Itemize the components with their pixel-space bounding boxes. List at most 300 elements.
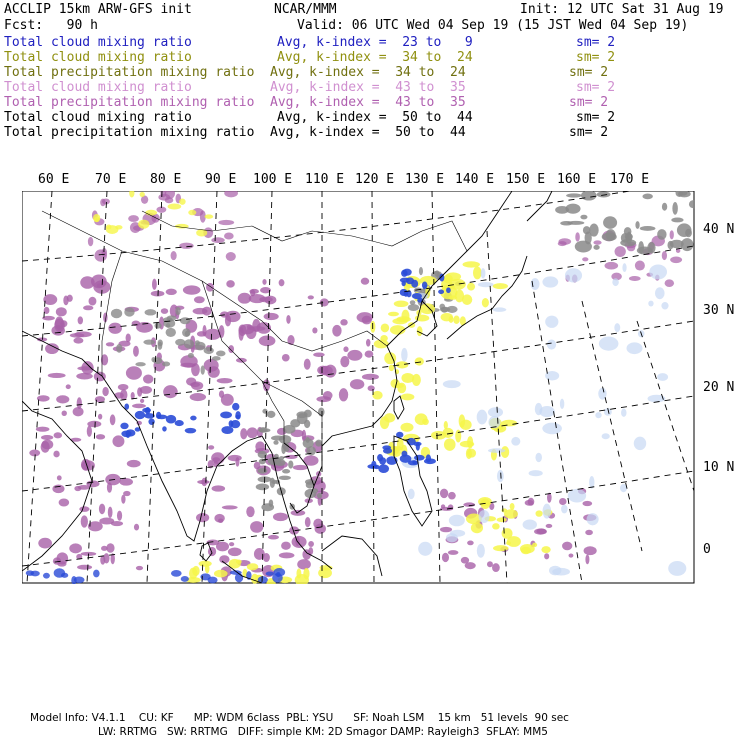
cloud-patch — [585, 554, 589, 564]
cloud-patch — [121, 495, 125, 504]
cloud-patch — [444, 421, 448, 429]
cloud-patch — [402, 451, 408, 457]
lon-label: 70 E — [95, 172, 127, 187]
cloud-patch — [224, 232, 234, 239]
cloud-patch — [372, 391, 382, 400]
cloud-patch — [190, 416, 196, 421]
cloud-patch — [426, 454, 431, 462]
cloud-patch — [323, 391, 333, 400]
cloud-patch — [218, 220, 234, 225]
model-info-line1: Model Info: V4.1.1 CU: KF MP: WDM 6class PBL: YSU SF: Noah LSM 15 km 51 levels 90 sec — [30, 712, 569, 724]
cloud-patch — [438, 290, 444, 295]
cloud-patch — [59, 498, 70, 506]
cloud-patch — [465, 562, 476, 569]
cloud-patch — [568, 489, 586, 503]
cloud-patch — [154, 323, 161, 329]
cloud-patch — [188, 353, 194, 358]
cloud-patch — [304, 420, 310, 428]
cloud-patch — [42, 439, 54, 449]
cloud-patch — [99, 518, 114, 525]
cloud-patch — [137, 387, 142, 396]
cloud-patch — [132, 404, 146, 409]
cloud-patch — [148, 418, 154, 425]
cloud-patch — [593, 245, 599, 250]
cloud-patch — [239, 327, 244, 341]
cloud-patch — [162, 426, 167, 431]
legend-field-name: Total precipitation mixing ratio — [4, 95, 255, 110]
cloud-patch — [166, 289, 177, 295]
cloud-patch — [343, 346, 348, 352]
cloud-patch — [637, 246, 653, 254]
cloud-patch — [467, 283, 475, 291]
cloud-patch — [304, 359, 311, 370]
cloud-patch — [87, 426, 92, 437]
cloud-patch — [441, 313, 453, 322]
cloud-patch — [276, 572, 281, 577]
cloud-patch — [622, 263, 626, 272]
legend-k-index: Avg, k-index = 23 to 9 — [277, 35, 473, 50]
cloud-patch — [605, 262, 619, 270]
cloud-patch — [99, 504, 105, 515]
cloud-patch — [152, 279, 157, 290]
cloud-patch — [83, 305, 93, 310]
cloud-patch — [444, 438, 456, 450]
cloud-patch — [565, 268, 582, 282]
cloud-patch — [477, 544, 485, 558]
cloud-patch — [199, 561, 212, 567]
cloud-patch — [381, 323, 389, 332]
cloud-patch — [401, 348, 407, 362]
cloud-patch — [657, 229, 666, 240]
cloud-patch — [414, 455, 425, 461]
cloud-patch — [114, 392, 124, 398]
cloud-patch — [106, 342, 114, 346]
cloud-patch — [539, 406, 554, 417]
cloud-patch — [226, 252, 236, 261]
forecast-hour: Fcst: 90 h — [4, 18, 98, 33]
cloud-patch — [350, 379, 364, 389]
cloud-patch — [119, 478, 133, 486]
cloud-patch — [135, 411, 145, 419]
cloud-patch — [213, 461, 218, 467]
cloud-patch — [259, 336, 276, 347]
cloud-patch — [284, 448, 290, 452]
cloud-patch — [281, 542, 291, 550]
cloud-patch — [263, 553, 270, 562]
cloud-patch — [145, 309, 157, 315]
cloud-patch — [400, 423, 413, 432]
cloud-patch — [502, 528, 513, 539]
cloud-patch — [614, 323, 620, 332]
cloud-patch — [665, 279, 674, 287]
cloud-patch — [127, 460, 141, 468]
cloud-patch — [473, 266, 482, 279]
cloud-patch — [163, 385, 178, 398]
legend-k-index: Avg, k-index = 50 to 44 — [277, 110, 473, 125]
cloud-patch — [126, 366, 142, 379]
cloud-patch — [400, 289, 408, 296]
init-time: Init: 12 UTC Sat 31 Aug 19 — [520, 2, 724, 17]
valid-time: Valid: 06 UTC Wed 04 Sep 19 (15 JST Wed 04 Sep 19) — [297, 18, 689, 33]
cloud-patch — [232, 403, 239, 411]
cloud-patch — [545, 316, 558, 328]
legend-smoothing: sm= 2 — [569, 95, 609, 110]
cloud-patch — [89, 297, 97, 306]
cloud-patch — [587, 513, 599, 525]
legend-smoothing: sm= 2 — [569, 125, 609, 140]
cloud-patch — [332, 325, 341, 337]
model-info-line2: LW: RRTMG SW: RRTMG DIFF: simple KM: 2D Smagor DAMP: Rayleigh3 SFLAY: MM5 — [98, 726, 548, 738]
cloud-patch — [306, 437, 310, 443]
cloud-patch — [520, 544, 535, 553]
cloud-patch — [506, 541, 511, 545]
legend-field-name: Total precipitation mixing ratio — [4, 65, 255, 80]
cloud-patch — [672, 202, 678, 215]
cloud-patch — [308, 541, 314, 547]
cloud-patch — [412, 293, 422, 299]
cloud-patch — [510, 503, 515, 510]
cloud-patch — [536, 510, 543, 516]
cloud-patch — [128, 215, 139, 222]
cloud-patch — [228, 455, 242, 461]
cloud-patch — [166, 415, 176, 424]
cloud-patch — [171, 570, 182, 577]
cloud-patch — [247, 563, 258, 570]
cloud-patch — [140, 399, 144, 403]
cloud-patch — [166, 328, 176, 337]
cloud-patch — [256, 483, 269, 490]
cloud-patch — [542, 423, 562, 435]
cloud-patch — [320, 298, 329, 306]
cloud-patch — [273, 513, 288, 522]
cloud-patch — [670, 257, 682, 264]
cloud-patch — [282, 354, 290, 362]
cloud-patch — [585, 530, 593, 535]
cloud-patch — [190, 382, 200, 387]
cloud-patch — [467, 449, 476, 458]
cloud-patch — [73, 337, 83, 343]
cloud-patch — [642, 194, 652, 200]
cloud-patch — [66, 384, 71, 389]
cloud-patch — [453, 316, 460, 324]
cloud-patch — [455, 430, 461, 443]
cloud-patch — [634, 437, 646, 451]
cloud-patch — [529, 470, 543, 476]
cloud-patch — [287, 335, 294, 345]
cloud-patch — [657, 373, 668, 381]
cloud-patch — [662, 251, 667, 260]
cloud-patch — [279, 552, 295, 558]
cloud-patch — [188, 210, 196, 216]
cloud-patch — [201, 365, 205, 374]
cloud-patch — [668, 561, 686, 576]
cloud-patch — [57, 561, 66, 566]
map-panel — [22, 191, 695, 584]
cloud-patch — [293, 465, 308, 470]
cloud-patch — [317, 493, 322, 498]
cloud-patch — [543, 504, 552, 519]
model-title: ACCLIP 15km ARW-GFS init — [4, 2, 192, 17]
cloud-patch — [53, 451, 59, 458]
cloud-patch — [100, 555, 105, 564]
cloud-patch — [546, 524, 553, 528]
cloud-patch — [612, 278, 619, 286]
cloud-patch — [685, 229, 692, 238]
cloud-patch — [492, 563, 500, 572]
legend-field-name: Total cloud mixing ratio — [4, 110, 192, 125]
cloud-patch — [394, 301, 409, 308]
cloud-patch — [135, 362, 145, 366]
cloud-patch — [185, 331, 190, 337]
cloud-patch — [378, 464, 389, 473]
lon-label: 100 E — [253, 172, 293, 187]
cloud-patch — [627, 342, 643, 354]
cloud-patch — [361, 278, 369, 285]
cloud-patch — [388, 312, 399, 317]
cloud-patch — [43, 573, 50, 579]
lon-label: 130 E — [405, 172, 445, 187]
legend-field-name: Total cloud mixing ratio — [4, 50, 192, 65]
legend-field-name: Total cloud mixing ratio — [4, 35, 192, 50]
cloud-patch — [56, 307, 67, 316]
cloud-patch — [98, 414, 102, 420]
cloud-patch — [55, 316, 64, 330]
cloud-patch — [156, 415, 167, 420]
cloud-patch — [212, 485, 226, 491]
cloud-patch — [175, 339, 185, 346]
cloud-patch — [162, 362, 170, 367]
cloud-patch — [52, 485, 64, 494]
cloud-patch — [559, 498, 567, 505]
cloud-patch — [413, 442, 421, 446]
cloud-patch — [377, 454, 383, 461]
cloud-patch — [315, 524, 326, 534]
cloud-patch — [408, 304, 419, 311]
cloud-patch — [88, 237, 93, 246]
lat-label: 30 N — [703, 303, 735, 318]
cloud-patch — [410, 300, 416, 305]
cloud-patch — [580, 215, 587, 220]
cloud-patch — [599, 337, 619, 351]
cloud-patch — [671, 218, 683, 223]
cloud-patch — [492, 523, 500, 529]
lon-label: 80 E — [150, 172, 182, 187]
cloud-patch — [208, 445, 214, 449]
cloud-patch — [422, 281, 428, 289]
cloud-patch — [366, 339, 370, 347]
cloud-patch — [111, 309, 122, 319]
cloud-patch — [222, 505, 238, 509]
cloud-patch — [296, 411, 307, 418]
cloud-patch — [205, 564, 210, 574]
cloud-patch — [136, 566, 143, 570]
cloud-patch — [218, 518, 223, 523]
cloud-patch — [392, 318, 407, 324]
cloud-patch — [286, 315, 290, 324]
cloud-patch — [255, 441, 265, 452]
cloud-patch — [48, 373, 66, 378]
cloud-patch — [102, 387, 108, 396]
cloud-patch — [584, 546, 597, 555]
cloud-patch — [220, 411, 232, 418]
cloud-patch — [463, 502, 475, 506]
cloud-patch — [493, 545, 509, 551]
cloud-patch — [582, 257, 588, 261]
cloud-patch — [397, 383, 406, 394]
lat-label: 10 N — [703, 460, 735, 475]
legend-smoothing: sm= 2 — [576, 110, 616, 125]
cloud-patch — [593, 240, 601, 244]
cloud-patch — [442, 553, 449, 562]
cloud-patch — [575, 232, 580, 241]
cloud-patch — [158, 339, 163, 346]
cloud-patch — [282, 469, 290, 473]
cloud-patch — [479, 510, 490, 523]
cloud-patch — [597, 192, 611, 198]
cloud-patch — [110, 414, 116, 425]
cloud-patch — [94, 249, 107, 261]
cloud-patch — [251, 574, 259, 584]
cloud-patch — [30, 571, 39, 577]
cloud-patch — [418, 542, 432, 556]
legend-k-index: Avg, k-index = 34 to 24 — [270, 65, 466, 80]
lon-label: 160 E — [557, 172, 597, 187]
cloud-patch — [497, 517, 507, 522]
cloud-patch — [481, 268, 486, 278]
cloud-patch — [193, 308, 208, 315]
cloud-patch — [205, 214, 214, 218]
cloud-patch — [415, 413, 428, 425]
cloud-patch — [536, 528, 546, 534]
cloud-patch — [315, 440, 322, 447]
cloud-patch — [635, 221, 639, 229]
cloud-patch — [511, 437, 520, 446]
cloud-patch — [606, 229, 616, 241]
cloud-patch — [448, 492, 456, 500]
cloud-patch — [445, 272, 461, 281]
cloud-patch — [383, 448, 392, 454]
cloud-patch — [181, 576, 189, 582]
cloud-patch — [635, 260, 645, 270]
cloud-patch — [288, 460, 293, 468]
cloud-patch — [183, 285, 201, 294]
cloud-patch — [93, 570, 100, 578]
cloud-patch — [595, 412, 601, 418]
cloud-patch — [365, 350, 374, 357]
cloud-patch — [558, 238, 571, 245]
cloud-patch — [101, 546, 108, 551]
lat-label: 40 N — [703, 222, 735, 237]
cloud-patch — [460, 420, 472, 430]
cloud-patch — [204, 347, 214, 354]
cloud-patch — [86, 480, 99, 487]
cloud-patch — [279, 476, 291, 480]
cloud-patch — [257, 468, 267, 474]
cloud-patch — [108, 323, 122, 334]
cloud-patch — [179, 243, 193, 249]
cloud-patch — [180, 317, 191, 324]
legend-smoothing: sm= 2 — [576, 50, 616, 65]
cloud-patch — [145, 407, 150, 414]
cloud-patch — [271, 436, 285, 441]
cloud-patch — [117, 511, 122, 521]
cloud-patch — [77, 397, 82, 409]
cloud-patch — [189, 568, 197, 579]
cloud-patch — [211, 237, 224, 243]
cloud-patch — [567, 221, 584, 225]
cloud-patch — [412, 374, 421, 386]
cloud-patch — [143, 375, 153, 384]
cloud-patch — [74, 486, 81, 491]
cloud-patch — [681, 238, 694, 251]
cloud-patch — [262, 279, 266, 285]
cloud-patch — [440, 507, 453, 511]
cloud-patch — [208, 547, 216, 556]
cloud-patch — [134, 524, 139, 531]
cloud-patch — [36, 427, 50, 432]
lat-label: 0 — [703, 542, 711, 557]
cloud-patch — [582, 501, 592, 506]
cloud-patch — [408, 489, 415, 499]
cloud-patch — [367, 464, 377, 469]
cloud-patch — [603, 216, 617, 229]
cloud-patch — [266, 571, 274, 575]
cloud-patch — [229, 420, 234, 427]
cloud-patch — [138, 220, 149, 229]
legend-smoothing: sm= 2 — [569, 65, 609, 80]
cloud-patch — [339, 388, 348, 401]
cloud-patch — [264, 313, 279, 320]
cloud-patch — [542, 276, 558, 287]
cloud-patch — [269, 499, 274, 506]
legend-k-index: Avg, k-index = 43 to 35 — [270, 95, 466, 110]
cloud-patch — [544, 553, 549, 559]
cloud-patch — [621, 409, 626, 417]
cloud-patch — [368, 385, 375, 391]
cloud-patch — [175, 420, 184, 426]
cloud-patch — [448, 550, 459, 555]
cloud-patch — [440, 307, 451, 312]
cloud-patch — [419, 267, 423, 275]
cloud-patch — [401, 394, 415, 401]
cloud-patch — [133, 346, 139, 357]
cloud-patch — [140, 192, 145, 197]
cloud-patch — [549, 566, 561, 576]
cloud-patch — [250, 521, 263, 533]
cloud-patch — [362, 374, 379, 380]
cloud-patch — [412, 460, 416, 464]
cloud-patch — [70, 333, 85, 338]
organization-label: NCAR/MMM — [274, 2, 337, 17]
cloud-patch — [471, 522, 483, 533]
cloud-patch — [297, 559, 311, 569]
cloud-patch — [77, 565, 92, 570]
cloud-patch — [76, 373, 93, 380]
cloud-patch — [54, 432, 62, 438]
cloud-patch — [196, 513, 209, 522]
cloud-patch — [402, 269, 411, 276]
lon-label: 120 E — [355, 172, 395, 187]
cloud-patch — [493, 307, 507, 312]
cloud-patch — [279, 279, 285, 286]
cloud-patch — [488, 448, 505, 453]
lat-label: 20 N — [703, 380, 735, 395]
cloud-patch — [214, 570, 228, 578]
cloud-patch — [175, 307, 180, 315]
cloud-patch — [259, 427, 268, 433]
lon-label: 90 E — [205, 172, 237, 187]
cloud-patch — [219, 390, 224, 397]
